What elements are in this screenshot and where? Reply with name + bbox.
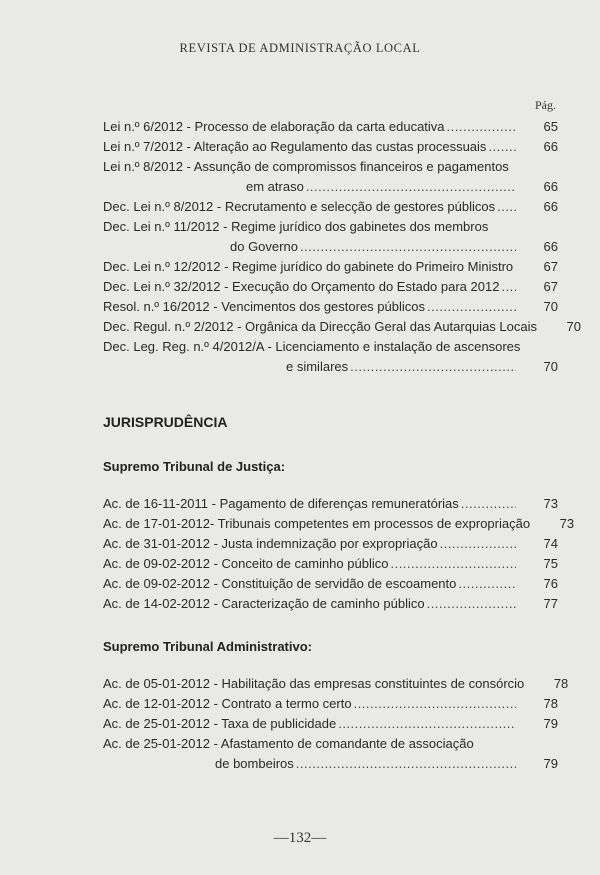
dot-leader	[350, 357, 516, 377]
entry-page: 78	[553, 676, 569, 691]
entry-title: Dec. Regul. n.º 2/2012 - Orgânica da Direcção Geral das Autarquias Locais	[103, 319, 537, 334]
dot-leader	[354, 694, 516, 714]
entry-title: Dec. Lei n.º 11/2012 - Regime jurídico dos gabinetes dos membros	[103, 219, 489, 234]
entry-title: Dec. Lei n.º 32/2012 - Execução do Orçamento do Estado para 2012	[103, 279, 500, 294]
entry-title: Ac. de 31-01-2012 - Justa indemnização por expropriação	[103, 536, 438, 551]
toc-entry	[103, 674, 569, 694]
dot-leader	[338, 714, 516, 734]
entry-page: 70	[566, 319, 581, 334]
subsection-title-sta: Supremo Tribunal Administrativo:	[103, 639, 312, 654]
toc-entry	[103, 117, 558, 137]
page-number: —132—	[273, 830, 327, 846]
dot-leader	[427, 297, 516, 317]
entry-page: 66	[543, 199, 558, 214]
entry-page: 77	[543, 596, 558, 611]
dot-leader	[440, 534, 516, 554]
dot-leader	[515, 257, 516, 277]
dot-leader	[296, 754, 516, 774]
entry-page: 75	[543, 556, 558, 571]
toc-entry	[103, 217, 558, 257]
entry-page: 73	[543, 496, 558, 511]
toc-entry	[103, 554, 558, 574]
entry-title: Resol. n.º 16/2012 - Vencimentos dos gestores públicos	[103, 299, 425, 314]
toc-entry	[103, 257, 558, 277]
subsection-title-stj: Supremo Tribunal de Justiça:	[103, 459, 286, 474]
entry-title: Lei n.º 8/2012 - Assunção de compromissos financeiros e pagamentos	[103, 159, 509, 174]
dot-leader	[488, 137, 516, 157]
toc-entry	[103, 594, 558, 614]
entry-title: Dec. Lei n.º 12/2012 - Regime jurídico do gabinete do Primeiro Ministro	[103, 259, 514, 274]
entry-continuation: e similares	[286, 359, 349, 374]
dot-leader	[427, 594, 516, 614]
entry-page: 70	[543, 299, 558, 314]
toc-entry	[103, 197, 558, 217]
dot-leader	[300, 237, 516, 257]
entry-page: 79	[543, 716, 558, 731]
toc-entry	[103, 534, 558, 554]
entry-page: 66	[543, 239, 558, 254]
toc-entry	[103, 137, 558, 157]
entry-page: 65	[543, 119, 558, 134]
toc-entry	[103, 494, 558, 514]
entry-page: 70	[543, 359, 558, 374]
toc-entry	[103, 277, 558, 297]
entry-continuation: de bombeiros	[215, 756, 294, 771]
entry-page: 66	[543, 139, 558, 154]
entry-page: 73	[559, 516, 575, 531]
entry-title: Lei n.º 7/2012 - Alteração ao Regulamento das custas processuais	[103, 139, 487, 154]
entry-continuation: em atraso	[246, 179, 304, 194]
dot-leader	[390, 554, 516, 574]
toc-entry	[103, 694, 558, 714]
toc-entry	[103, 714, 558, 734]
dot-leader	[497, 197, 516, 217]
toc-entry	[103, 157, 558, 197]
entry-title: Ac. de 09-02-2012 - Constituição de servidão de escoamento	[103, 576, 457, 591]
entry-page: 67	[543, 279, 558, 294]
entry-page: 74	[543, 536, 558, 551]
entry-title: Ac. de 25-01-2012 - Taxa de publicidade	[103, 716, 337, 731]
entry-page: 67	[543, 259, 558, 274]
entry-continuation: do Governo	[230, 239, 298, 254]
entry-page: 76	[543, 576, 558, 591]
entry-page: 66	[543, 179, 558, 194]
dot-leader	[461, 494, 516, 514]
entry-title: Ac. de 14-02-2012 - Caracterização de caminho público	[103, 596, 425, 611]
entry-title: Lei n.º 6/2012 - Processo de elaboração da carta educativa	[103, 119, 445, 134]
page-column-label: Pág.	[535, 98, 556, 112]
section-title-jurisprudencia: JURISPRUDÊNCIA	[103, 414, 228, 430]
dot-leader	[306, 177, 516, 197]
running-header: REVISTA DE ADMINISTRAÇÃO LOCAL	[179, 41, 421, 55]
toc-entry	[103, 297, 558, 317]
toc-entry	[103, 574, 558, 594]
toc-entry	[103, 337, 558, 377]
entry-title: Ac. de 09-02-2012 - Conceito de caminho público	[103, 556, 389, 571]
entry-title: Ac. de 16-11-2011 - Pagamento de diferenças remuneratórias	[103, 496, 459, 511]
entry-title: Ac. de 05-01-2012 - Habilitação das empresas constituintes de consórcio	[103, 676, 525, 691]
entry-title: Dec. Lei n.º 8/2012 - Recrutamento e selecção de gestores públicos	[103, 199, 496, 214]
entry-title: Ac. de 25-01-2012 - Afastamento de comandante de associação	[103, 736, 474, 751]
toc-entry	[103, 734, 558, 774]
dot-leader	[458, 574, 516, 594]
entry-title: Dec. Leg. Reg. n.º 4/2012/A - Licenciamento e instalação de ascensores	[103, 339, 521, 354]
dot-leader	[501, 277, 516, 297]
dot-leader	[447, 117, 516, 137]
toc-entry	[103, 317, 581, 337]
entry-page: 78	[543, 696, 558, 711]
entry-page: 79	[543, 756, 558, 771]
toc-entry	[103, 514, 575, 534]
entry-title: Ac. de 12-01-2012 - Contrato a termo certo	[103, 696, 352, 711]
entry-title: Ac. de 17-01-2012- Tribunais competentes em processos de expropriação	[103, 516, 531, 531]
